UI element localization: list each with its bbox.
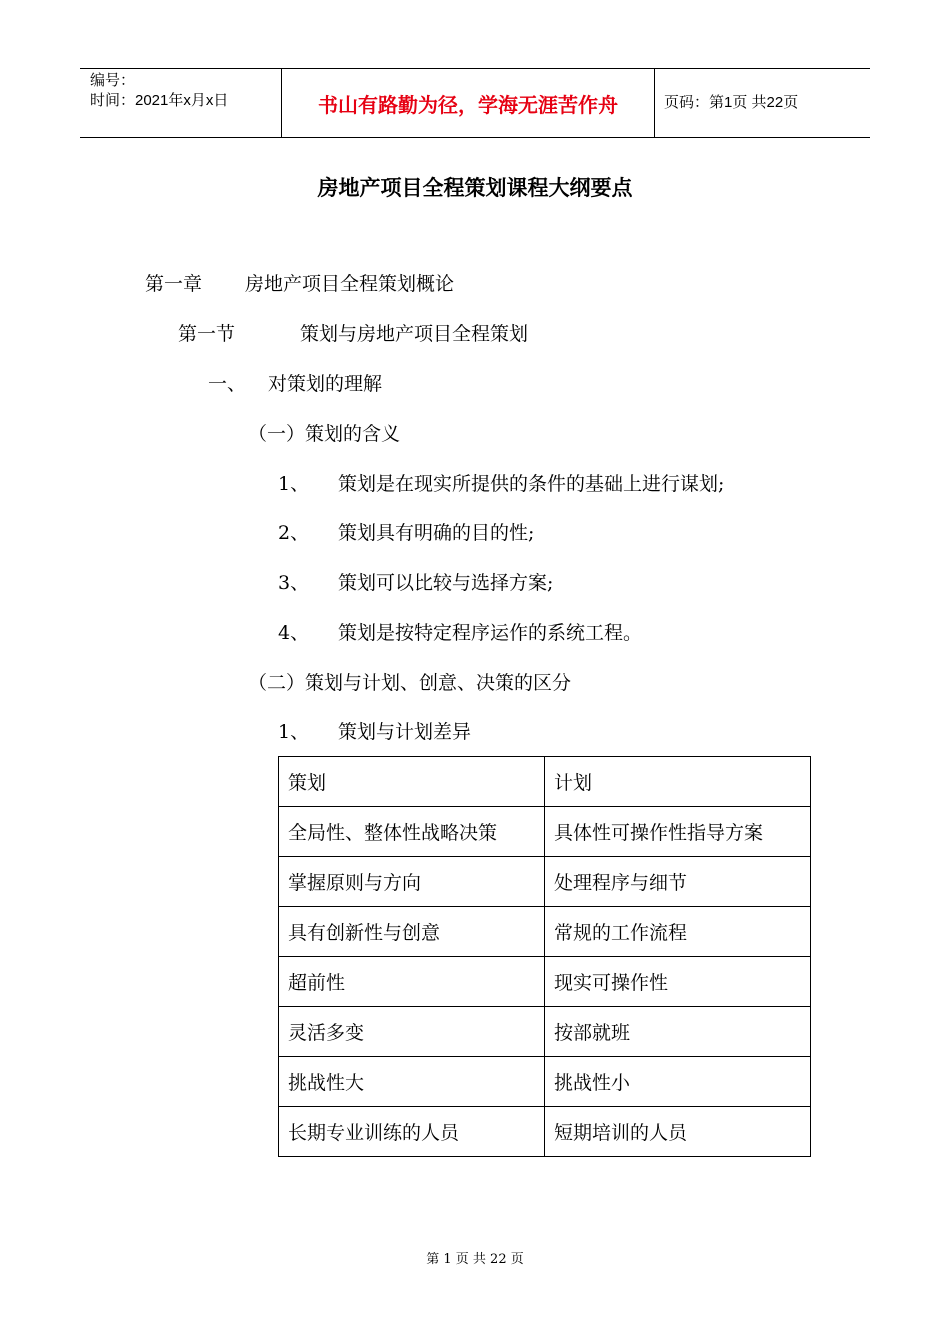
list-item-number: 2、 (278, 522, 310, 544)
table-row (279, 907, 811, 957)
heading-number: 一、 (208, 373, 247, 395)
table-cell: 常规的工作流程 (545, 907, 811, 957)
table-cell: 挑战性大 (279, 1057, 545, 1107)
table-cell: 计划 (545, 757, 811, 807)
table-cell: 短期培训的人员 (545, 1107, 811, 1157)
subheading-meaning: （一）策划的含义 (248, 423, 401, 445)
table-cell: 灵活多变 (279, 1007, 545, 1057)
table-cell: 具有创新性与创意 (279, 907, 545, 957)
list-item-number: 1、 (278, 721, 310, 743)
table-cell: 长期专业训练的人员 (279, 1107, 545, 1157)
heading-title: 对策划的理解 (268, 373, 383, 395)
subheading-distinction: （二）策划与计划、创意、决策的区分 (248, 672, 572, 694)
comparison-table (278, 756, 811, 1157)
list-item-number: 1、 (278, 473, 310, 495)
table-row (279, 957, 811, 1007)
header-page-cell (655, 69, 870, 137)
table-header-row (279, 757, 811, 807)
list-item-text: 策划可以比较与选择方案; (338, 572, 554, 594)
table-row (279, 807, 811, 857)
document-time-label: 时间：2021年x月x日 (90, 92, 229, 109)
header-motto-cell (282, 69, 655, 137)
header-page-number: 页码：第1页 共22页 (664, 94, 799, 111)
header-motto: 书山有路勤为径，学海无涯苦作舟 (318, 93, 618, 117)
list-item-number: 4、 (278, 622, 310, 644)
table-cell: 策划 (279, 757, 545, 807)
chapter-title: 房地产项目全程策划概论 (245, 273, 455, 295)
table-row (279, 1057, 811, 1107)
document-title: 房地产项目全程策划课程大纲要点 (317, 176, 633, 200)
section-title: 策划与房地产项目全程策划 (300, 323, 529, 345)
table-row (279, 1107, 811, 1157)
table-cell: 处理程序与细节 (545, 857, 811, 907)
list-item-text: 策划与计划差异 (338, 721, 472, 743)
document-number-label: 编号： (90, 72, 136, 89)
list-item-text: 策划具有明确的目的性; (338, 522, 535, 544)
table-cell: 全局性、整体性战略决策 (279, 807, 545, 857)
table-cell: 挑战性小 (545, 1057, 811, 1107)
table-row (279, 857, 811, 907)
table-cell: 掌握原则与方向 (279, 857, 545, 907)
table-cell: 按部就班 (545, 1007, 811, 1057)
table-row (279, 1007, 811, 1057)
page-header (80, 68, 870, 138)
table-cell: 超前性 (279, 957, 545, 1007)
table-cell: 具体性可操作性指导方案 (545, 807, 811, 857)
list-item-text: 策划是按特定程序运作的系统工程。 (338, 622, 643, 644)
section-number: 第一节 (178, 323, 236, 345)
list-item-text: 策划是在现实所提供的条件的基础上进行谋划; (338, 473, 725, 495)
chapter-number: 第一章 (145, 273, 203, 295)
table-cell: 现实可操作性 (545, 957, 811, 1007)
page-footer: 第 1 页 共 22 页 (426, 1252, 524, 1267)
list-item-number: 3、 (278, 572, 310, 594)
header-meta-cell (80, 69, 282, 137)
